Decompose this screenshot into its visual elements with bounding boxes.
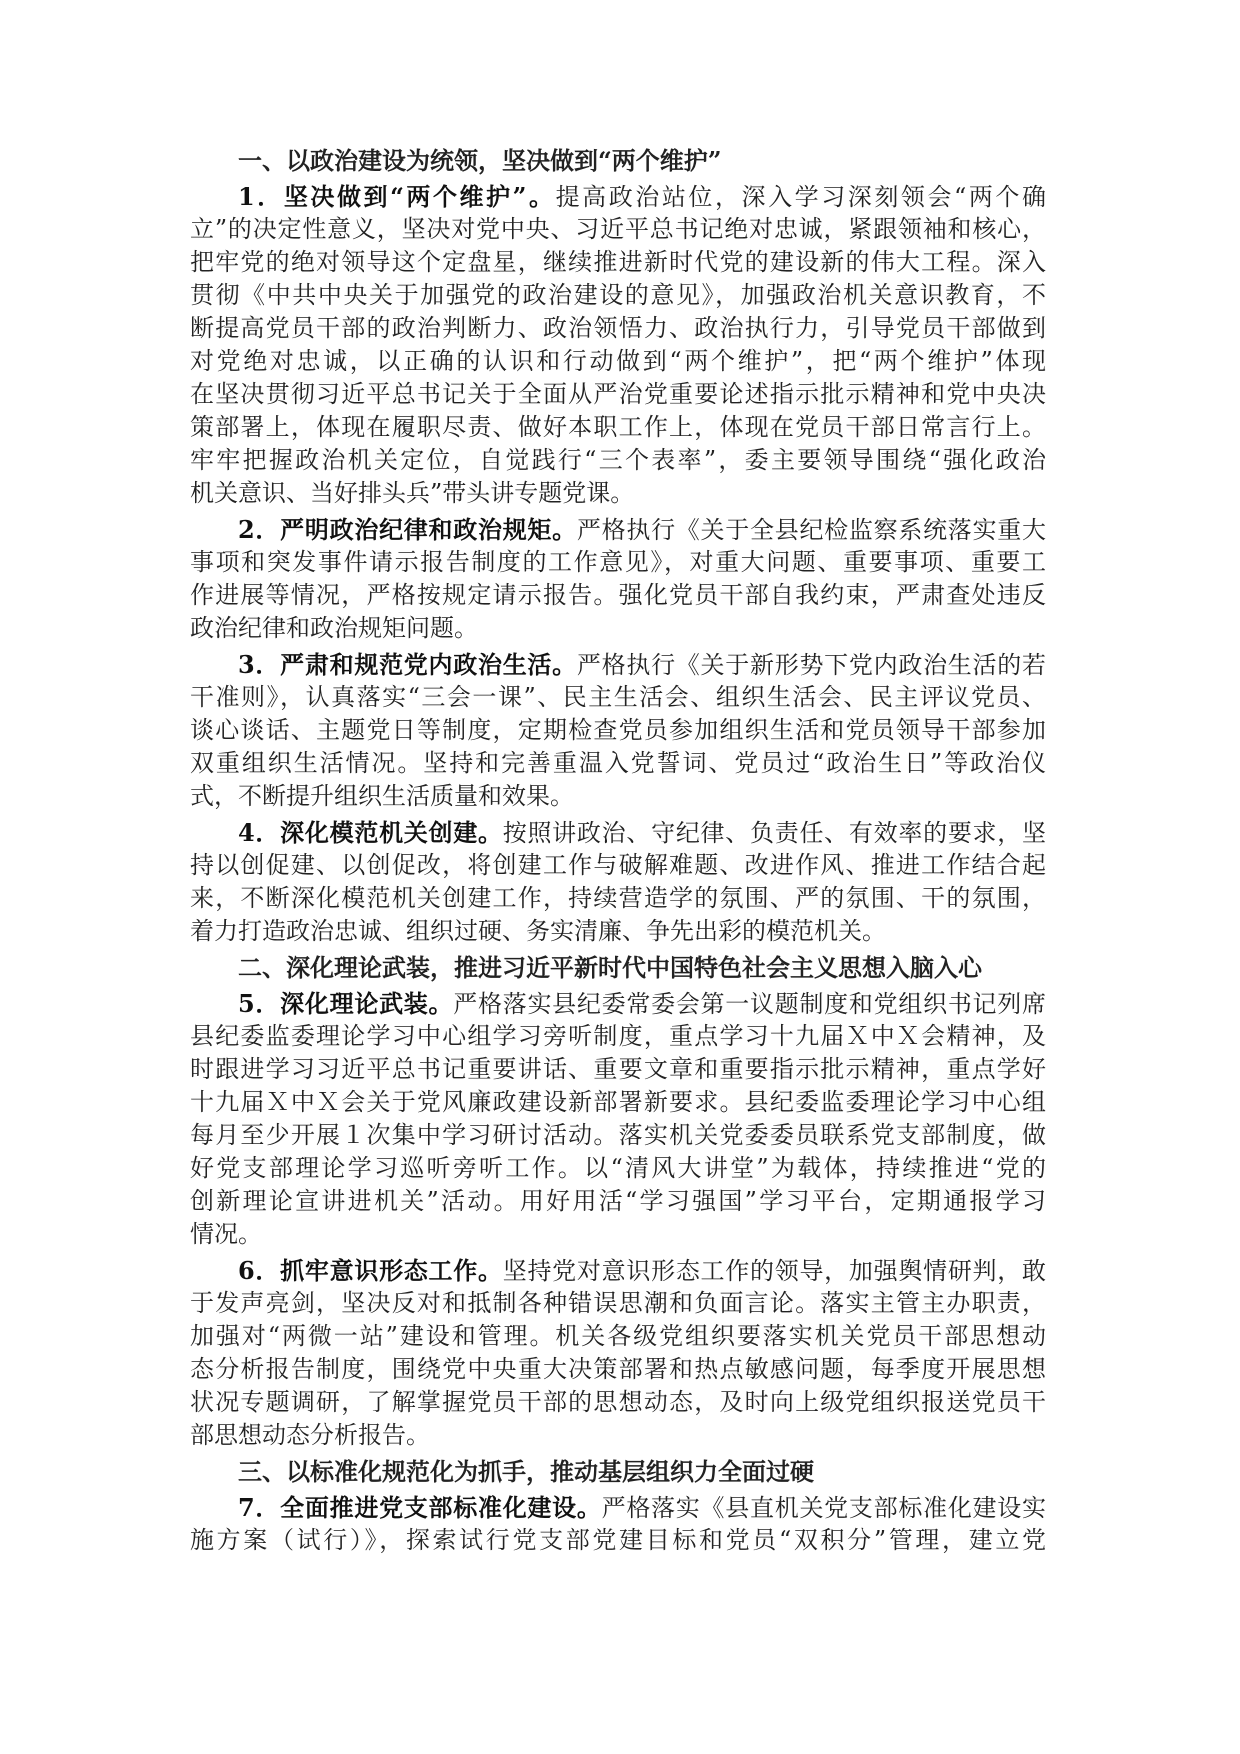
line-text: 式，不断提升组织生活质量和效果。 [190, 782, 574, 810]
paragraph [190, 513, 1046, 645]
text-line [190, 144, 1046, 177]
line-text: 策部署上，体现在履职尽责、做好本职工作上，体现在党员干部日常言行上。 [190, 413, 1046, 441]
text-line [190, 1455, 1046, 1488]
item-title: 6．抓牢意识形态工作。 [238, 1256, 503, 1285]
line-text: 于发声亮剑，坚决反对和抵制各种错误思潮和负面言论。落实主管主办职责， [190, 1289, 1046, 1317]
line-text: 持以创促建、以创促改，将创建工作与破解难题、改进作风、推进工作结合起 [190, 851, 1046, 879]
section-heading [190, 951, 1046, 984]
text-line [190, 951, 1046, 984]
line-text: 着力打造政治忠诚、组织过硬、务实清廉、争先出彩的模范机关。 [190, 917, 886, 945]
text-line [190, 1119, 1046, 1152]
section-heading [190, 1455, 1046, 1488]
line-text: 每月至少开展１次集中学习研讨活动。落实机关党委委员联系党支部制度，做 [190, 1121, 1046, 1149]
paragraph [190, 180, 1046, 510]
line-text: 态分析报告制度，围绕党中央重大决策部署和热点敏感问题，每季度开展思想 [190, 1355, 1046, 1383]
line-text: 十九届Ｘ中Ｘ会关于党风廉政建设新部署新要求。县纪委监委理论学习中心组 [190, 1088, 1046, 1116]
line-text: 双重组织生活情况。坚持和完善重温入党誓词、党员过“政治生日”等政治仪 [190, 749, 1046, 777]
text-line [190, 312, 1046, 345]
item-title: 1．坚决做到“两个维护”。 [238, 182, 556, 211]
line-text: 严格落实县纪委常委会第一议题制度和党组织书记列席 [453, 990, 1047, 1018]
line-text: 严格落实《县直机关党支部标准化建设实 [601, 1494, 1047, 1522]
text-line [190, 987, 1046, 1020]
text-line [190, 849, 1046, 882]
text-line [190, 378, 1046, 411]
text-line [190, 1386, 1046, 1419]
text-line [190, 411, 1046, 444]
text-line [190, 1320, 1046, 1353]
text-line [190, 816, 1046, 849]
text-line [190, 714, 1046, 747]
line-text: 把牢党的绝对领导这个定盘星，继续推进新时代党的建设新的伟大工程。深入 [190, 248, 1046, 276]
text-line [190, 579, 1046, 612]
line-text: 一、以政治建设为统领，坚决做到“两个维护” [238, 146, 722, 175]
text-line [190, 513, 1046, 546]
line-text: 严格执行《关于新形势下党内政治生活的若 [576, 651, 1046, 679]
line-text: 机关意识、当好排头兵”带头讲专题党课。 [190, 479, 635, 507]
line-text: 三、以标准化规范化为抓手，推动基层组织力全面过硬 [238, 1457, 814, 1486]
text-line [190, 1086, 1046, 1119]
line-text: 时跟进学习习近平总书记重要讲话、重要文章和重要指示批示精神，重点学好 [190, 1055, 1046, 1083]
line-text: 县纪委监委理论学习中心组学习旁听制度，重点学习十九届Ｘ中Ｘ会精神，及 [190, 1022, 1046, 1050]
line-text: 坚持党对意识形态工作的领导，加强舆情研判，敢 [502, 1257, 1047, 1285]
text-line [190, 882, 1046, 915]
item-title: 2．严明政治纪律和政治规矩。 [238, 515, 577, 544]
paragraph [190, 816, 1046, 948]
text-line [190, 1185, 1046, 1218]
text-line [190, 246, 1046, 279]
text-line [190, 747, 1046, 780]
text-line [190, 1353, 1046, 1386]
text-line [190, 1152, 1046, 1185]
line-text: 施方案（试行）》，探索试行党支部党建目标和党员“双积分”管理，建立党 [190, 1526, 1046, 1554]
line-text: 加强对“两微一站”建设和管理。机关各级党组织要落实机关党员干部思想动 [190, 1322, 1046, 1350]
item-title: 3．严肃和规范党内政治生活。 [238, 650, 577, 679]
document-body [190, 144, 1046, 1560]
text-line [190, 279, 1046, 312]
line-text: 情况。 [190, 1220, 262, 1248]
text-line [190, 1287, 1046, 1320]
text-line [190, 681, 1046, 714]
line-text: 事项和突发事件请示报告制度的工作意见》，对重大问题、重要事项、重要工 [190, 548, 1046, 576]
text-line [190, 1053, 1046, 1086]
text-line [190, 648, 1046, 681]
line-text: 来，不断深化模范机关创建工作，持续营造学的氛围、严的氛围、干的氛围， [190, 884, 1046, 912]
text-line [190, 612, 1046, 645]
text-line [190, 546, 1046, 579]
text-line [190, 213, 1046, 246]
line-text: 按照讲政治、守纪律、负责任、有效率的要求，坚 [502, 819, 1047, 847]
text-line [190, 1491, 1046, 1524]
paragraph [190, 1491, 1046, 1557]
text-line [190, 180, 1046, 213]
text-line [190, 1020, 1046, 1053]
text-line [190, 1254, 1046, 1287]
line-text: 好党支部理论学习巡听旁听工作。以“清风大讲堂”为载体，持续推进“党的 [190, 1154, 1046, 1182]
text-line [190, 444, 1046, 477]
text-line [190, 1524, 1046, 1557]
item-title: 5．深化理论武装。 [238, 989, 454, 1018]
text-line [190, 915, 1046, 948]
line-text: 断提高党员干部的政治判断力、政治领悟力、政治执行力，引导党员干部做到 [190, 314, 1046, 342]
line-text: 谈心谈话、主题党日等制度，定期检查党员参加组织生活和党员领导干部参加 [190, 716, 1046, 744]
section-heading [190, 144, 1046, 177]
line-text: 二、深化理论武装，推进习近平新时代中国特色社会主义思想入脑入心 [238, 953, 982, 982]
line-text: 贯彻《中共中央关于加强党的政治建设的意见》，加强政治机关意识教育，不 [190, 281, 1046, 309]
paragraph [190, 987, 1046, 1251]
line-text: 干准则》，认真落实“三会一课”、民主生活会、组织生活会、民主评议党员、 [190, 683, 1046, 711]
line-text: 立”的决定性意义，坚决对党中央、习近平总书记绝对忠诚，紧跟领袖和核心， [190, 215, 1046, 243]
paragraph [190, 648, 1046, 813]
line-text: 状况专题调研，了解掌握党员干部的思想动态，及时向上级党组织报送党员干 [190, 1388, 1046, 1416]
line-text: 部思想动态分析报告。 [190, 1421, 430, 1449]
line-text: 牢牢把握政治机关定位，自觉践行“三个表率”，委主要领导围绕“强化政治 [190, 446, 1046, 474]
text-line [190, 1419, 1046, 1452]
text-line [190, 1218, 1046, 1251]
line-text: 创新理论宣讲进机关”活动。用好用活“学习强国”学习平台，定期通报学习 [190, 1187, 1046, 1215]
line-text: 作进展等情况，严格按规定请示报告。强化党员干部自我约束，严肃查处违反 [190, 581, 1046, 609]
line-text: 严格执行《关于全县纪检监察系统落实重大 [576, 516, 1046, 544]
line-text: 政治纪律和政治规矩问题。 [190, 614, 478, 642]
text-line [190, 477, 1046, 510]
text-line [190, 780, 1046, 813]
paragraph [190, 1254, 1046, 1452]
line-text: 提高政治站位，深入学习深刻领会“两个确 [555, 183, 1046, 211]
line-text: 在坚决贯彻习近平总书记关于全面从严治党重要论述指示批示精神和党中央决 [190, 380, 1046, 408]
item-title: 7．全面推进党支部标准化建设。 [238, 1493, 602, 1522]
text-line [190, 345, 1046, 378]
line-text: 对党绝对忠诚，以正确的认识和行动做到“两个维护”，把“两个维护”体现 [190, 347, 1046, 375]
item-title: 4．深化模范机关创建。 [238, 818, 503, 847]
